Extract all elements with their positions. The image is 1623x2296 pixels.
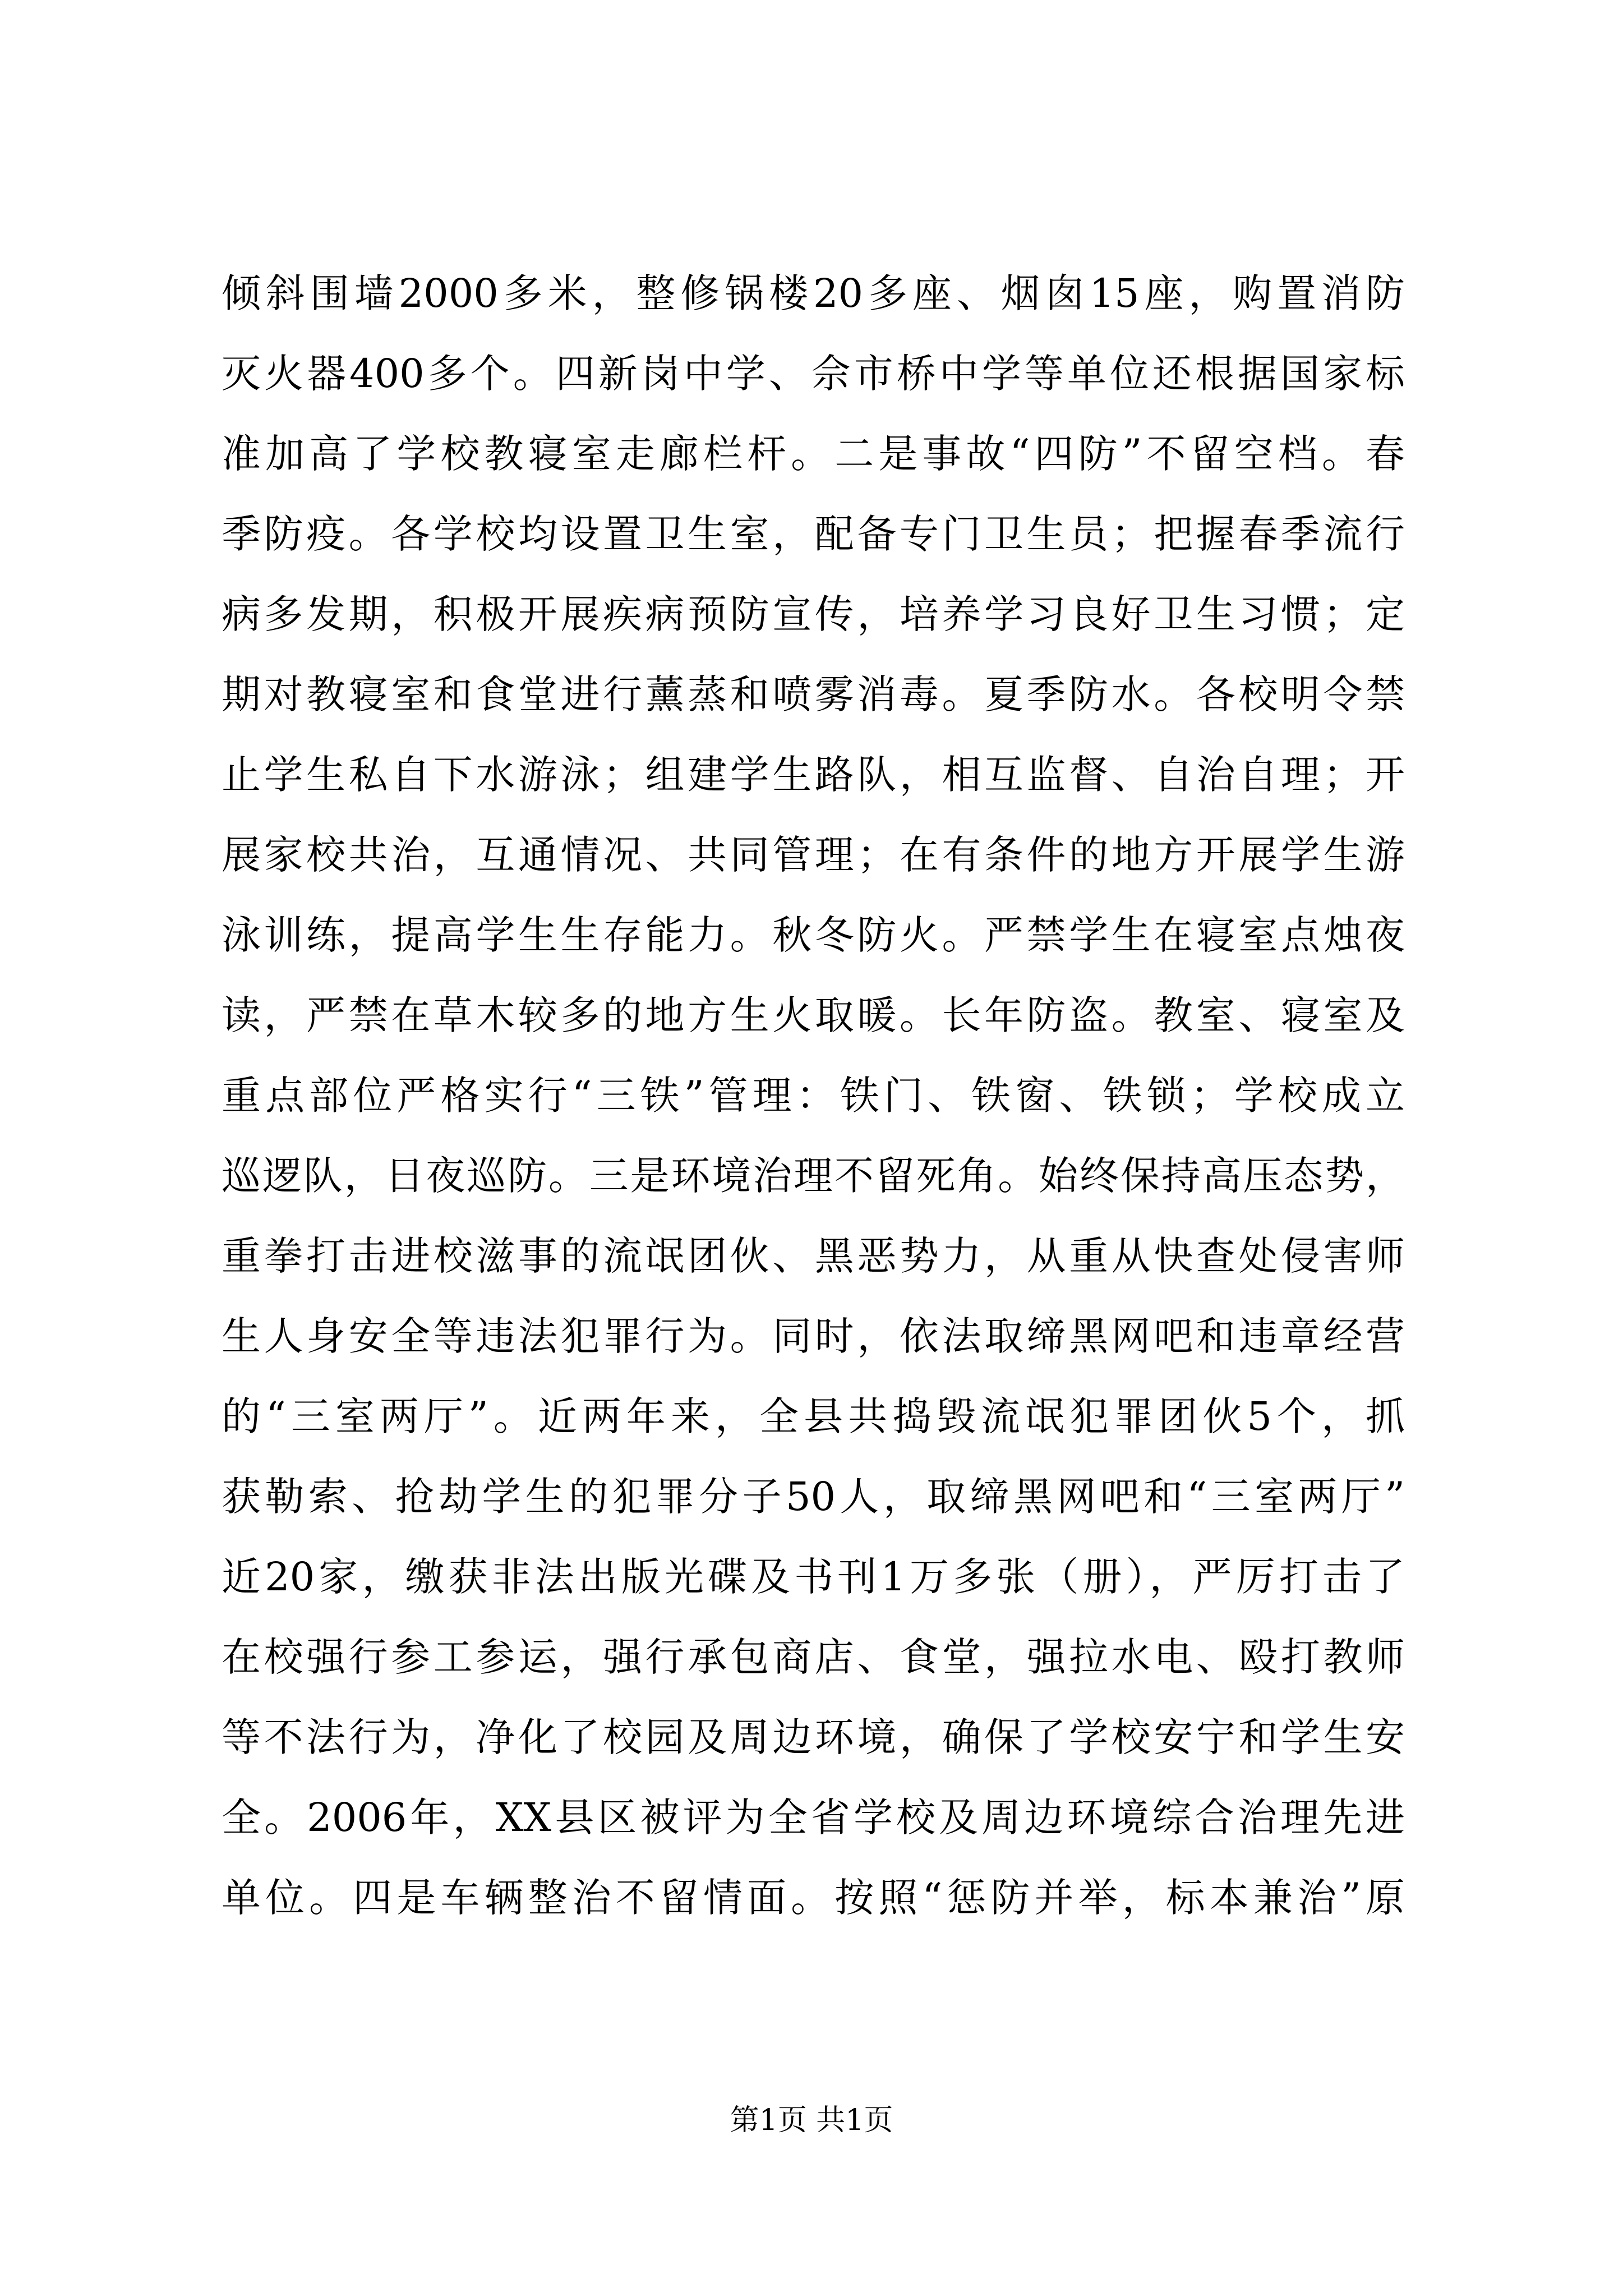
text-line: 重拳打击进校滋事的流氓团伙、黑恶势力，从重从快查处侵害师 <box>222 1233 1405 1279</box>
text-line: 单位。四是车辆整治不留情面。按照“惩防并举，标本兼治”原 <box>222 1875 1405 1921</box>
text-line: 止学生私自下水游泳；组建学生路队，相互监督、自治自理；开 <box>222 752 1405 798</box>
text-line: 季防疫。各学校均设置卫生室，配备专门卫生员；把握春季流行 <box>222 511 1405 557</box>
text-line: 准加高了学校教寝室走廊栏杆。二是事故“四防”不留空档。春 <box>222 431 1405 477</box>
text-line: 全。2006年，XX县区被评为全省学校及周边环境综合治理先进 <box>222 1795 1405 1841</box>
text-line: 读，严禁在草木较多的地方生火取暖。长年防盗。教室、寝室及 <box>222 992 1405 1038</box>
text-line: 倾斜围墙2000多米，整修锅楼20多座、烟囱15座，购置消防 <box>222 270 1405 316</box>
text-line: 展家校共治，互通情况、共同管理；在有条件的地方开展学生游 <box>222 832 1405 878</box>
text-line: 重点部位严格实行“三铁”管理：铁门、铁窗、铁锁；学校成立 <box>222 1073 1405 1119</box>
text-line: 生人身安全等违法犯罪行为。同时，依法取缔黑网吧和违章经营 <box>222 1313 1405 1359</box>
text-line: 巡逻队，日夜巡防。三是环境治理不留死角。始终保持高压态势， <box>222 1153 1405 1199</box>
text-line: 病多发期，积极开展疾病预防宣传，培养学习良好卫生习惯；定 <box>222 591 1405 637</box>
text-line: 泳训练，提高学生生存能力。秋冬防火。严禁学生在寝室点烛夜 <box>222 912 1405 958</box>
text-line: 等不法行为，净化了校园及周边环境，确保了学校安宁和学生安 <box>222 1714 1405 1760</box>
page-footer: 第1页 共1页 <box>730 2104 893 2137</box>
body-text <box>222 254 1405 1938</box>
text-line: 获勒索、抢劫学生的犯罪分子50人，取缔黑网吧和“三室两厅” <box>222 1474 1405 1520</box>
text-line: 的“三室两厅”。近两年来，全县共捣毁流氓犯罪团伙5个，抓 <box>222 1393 1405 1439</box>
text-line: 期对教寝室和食堂进行薰蒸和喷雾消毒。夏季防水。各校明令禁 <box>222 671 1405 717</box>
text-line: 近20家，缴获非法出版光碟及书刊1万多张（册），严厉打击了 <box>222 1554 1405 1600</box>
text-line: 灭火器400多个。四新岗中学、佘市桥中学等单位还根据国家标 <box>222 351 1405 397</box>
text-line: 在校强行参工参运，强行承包商店、食堂，强拉水电、殴打教师 <box>222 1634 1405 1680</box>
